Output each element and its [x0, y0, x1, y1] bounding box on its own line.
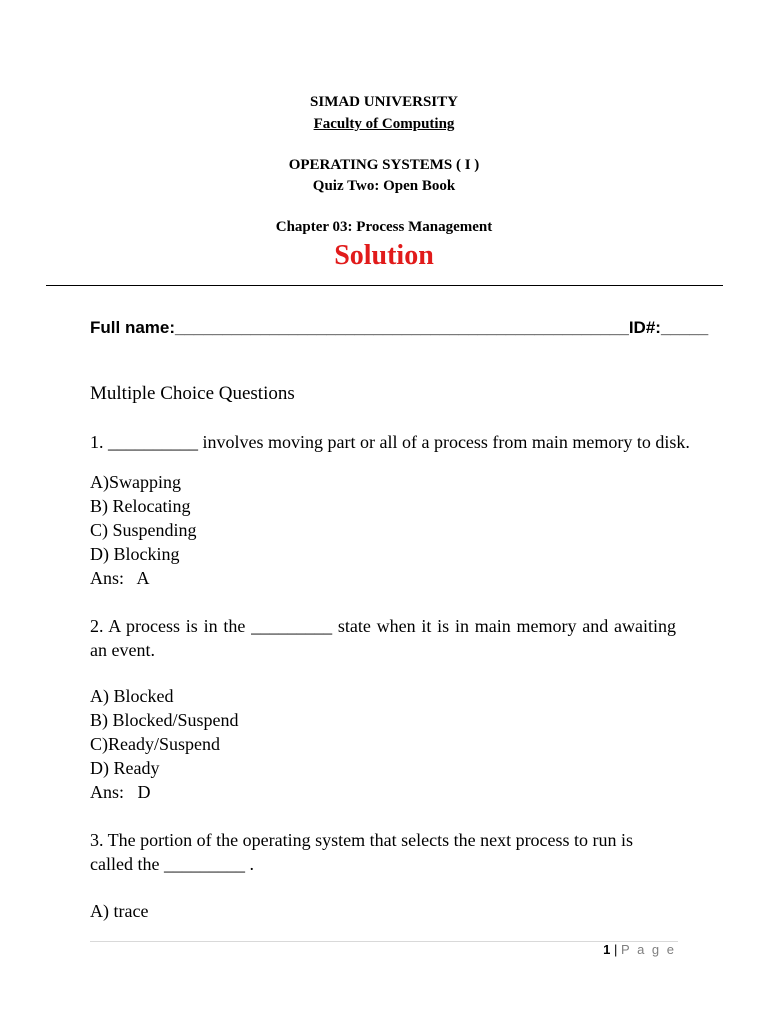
question-2-option-d: D) Ready: [90, 758, 160, 778]
question-1-answer: Ans: A: [90, 568, 150, 588]
question-2-text: 2. A process is in the _________ state when it is in main memory and awaiting an event.: [90, 616, 676, 660]
page-number: 1: [603, 942, 611, 957]
faculty-label: Faculty of Computing: [313, 116, 455, 132]
solution-heading: Solution: [334, 240, 434, 271]
header-divider: [46, 285, 723, 286]
question-3-option-a: A) trace: [90, 901, 149, 921]
page-footer: [603, 942, 676, 957]
footer-separator: |: [614, 942, 618, 957]
student-name-id-line: Full name:________________________________________________ID#:_____: [90, 318, 709, 337]
footer-divider: [90, 941, 678, 942]
section-title: Multiple Choice Questions: [90, 383, 295, 404]
university-name: SIMAD UNIVERSITY: [310, 94, 458, 110]
question-3-text: 3. The portion of the operating system that selects the next process to run is called the _________ .: [90, 830, 634, 874]
faculty-name: [0, 116, 768, 133]
question-1-text: 1. __________ involves moving part or all of a process from main memory to disk.: [90, 432, 690, 452]
question-1-option-a: A)Swapping: [90, 472, 181, 492]
question-2-option-a: A) Blocked: [90, 686, 174, 706]
chapter-title: Chapter 03: Process Management: [275, 219, 493, 235]
question-2-option-b: B) Blocked/Suspend: [90, 710, 239, 730]
question-2-answer: Ans: D: [90, 782, 151, 802]
page-label: P a g e: [621, 942, 676, 957]
quiz-title: Quiz Two: Open Book: [312, 178, 456, 194]
course-title: OPERATING SYSTEMS ( I ): [288, 157, 480, 173]
question-2-option-c: C)Ready/Suspend: [90, 734, 220, 754]
question-1-option-d: D) Blocking: [90, 544, 180, 564]
question-1-option-c: C) Suspending: [90, 520, 197, 540]
question-1-option-b: B) Relocating: [90, 496, 191, 516]
